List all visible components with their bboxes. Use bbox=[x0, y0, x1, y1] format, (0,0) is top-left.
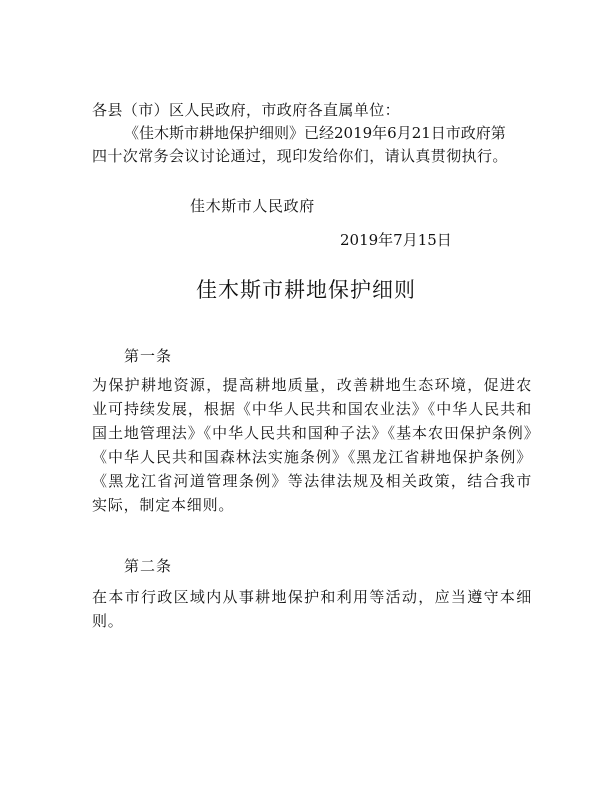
document-title: 佳木斯市耕地保护细则 bbox=[196, 278, 416, 302]
notice-addressee: 各县（市）区人民政府，市政府各直属单位： bbox=[92, 101, 401, 119]
article-2-heading: 第二条 bbox=[124, 557, 173, 575]
article-1-heading: 第一条 bbox=[124, 347, 173, 365]
notice-body-line-2: 四十次常务会议讨论通过，现印发给你们，请认真贯彻执行。 bbox=[92, 147, 508, 165]
article-2-text: 在本市行政区域内从事耕地保护和利用等活动，应当遵守本细则。 bbox=[92, 588, 532, 630]
notice-body-line-1: 《佳木斯市耕地保护细则》已经2019年6月21日市政府第 bbox=[124, 124, 506, 142]
notice-date: 2019年7月15日 bbox=[340, 231, 452, 249]
notice-issuer: 佳木斯市人民政府 bbox=[190, 197, 315, 215]
article-1-text: 为保护耕地资源，提高耕地质量，改善耕地生态环境，促进农业可持续发展，根据《中华人民共和国农业法》《中华人民共和国土地管理法》《中华人民共和国种子法》《基本农田保护条例》《中华人民共和国森林法实施条例》《黑龙江省耕地保护条例》《黑龙江省河道管理条例》等法律法规及相关政策，结合我市实际，制定本细则。 bbox=[92, 376, 532, 514]
